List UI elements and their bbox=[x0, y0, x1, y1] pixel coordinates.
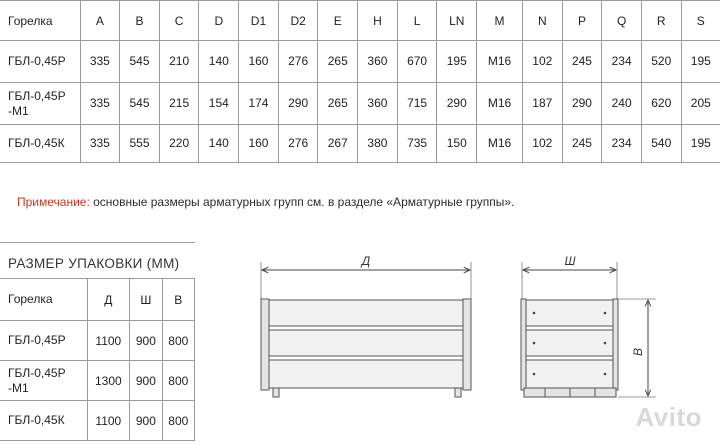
note-body: основные размеры арматурных групп см. в разделе «Арматурные группы». bbox=[89, 195, 515, 209]
table-cell: 670 bbox=[397, 41, 437, 83]
table-cell: 900 bbox=[130, 361, 162, 401]
table-cell: 234 bbox=[602, 125, 642, 163]
table-cell: 800 bbox=[162, 401, 194, 441]
table-cell: 265 bbox=[318, 83, 358, 125]
table-cell: 160 bbox=[239, 41, 279, 83]
length-label: Д bbox=[361, 254, 371, 268]
header-cell: D bbox=[199, 1, 239, 41]
header-cell: D2 bbox=[278, 1, 318, 41]
table-cell: 245 bbox=[562, 125, 602, 163]
header-cell: Ш bbox=[130, 279, 162, 321]
table-cell: 102 bbox=[522, 41, 562, 83]
table-cell: 245 bbox=[562, 41, 602, 83]
crate-side-view bbox=[521, 254, 656, 397]
table-cell: 520 bbox=[641, 41, 681, 83]
table-cell: 555 bbox=[120, 125, 160, 163]
table-cell: 195 bbox=[681, 125, 720, 163]
header-cell: A bbox=[80, 1, 120, 41]
table-cell: 360 bbox=[358, 83, 398, 125]
table-cell: 335 bbox=[80, 83, 120, 125]
header-cell: N bbox=[522, 1, 562, 41]
header-cell: C bbox=[159, 1, 199, 41]
table-cell: М16 bbox=[477, 41, 523, 83]
header-cell: R bbox=[641, 1, 681, 41]
header-cell: Горелка bbox=[0, 1, 80, 41]
table-cell: 102 bbox=[522, 125, 562, 163]
table-cell: 1100 bbox=[87, 401, 130, 441]
table-cell: 174 bbox=[239, 83, 279, 125]
header-cell: В bbox=[162, 279, 194, 321]
table-cell: 1300 bbox=[87, 361, 130, 401]
header-cell: B bbox=[120, 1, 160, 41]
table-cell: 140 bbox=[199, 41, 239, 83]
table-cell: 800 bbox=[162, 321, 194, 361]
crate-front-view bbox=[261, 254, 471, 397]
table-cell: 545 bbox=[120, 41, 160, 83]
table-cell: 215 bbox=[159, 83, 199, 125]
header-cell: P bbox=[562, 1, 602, 41]
header-cell: L bbox=[397, 1, 437, 41]
table-cell: 540 bbox=[641, 125, 681, 163]
table-cell: 1100 bbox=[87, 321, 130, 361]
table-cell: 276 bbox=[278, 125, 318, 163]
table-cell: 205 bbox=[681, 83, 720, 125]
table-cell: 335 bbox=[80, 41, 120, 83]
header-cell: Д bbox=[87, 279, 130, 321]
table-cell: 195 bbox=[437, 41, 477, 83]
burner-model-cell: ГБЛ-0,45Р -М1 bbox=[0, 83, 80, 125]
table-cell: 150 bbox=[437, 125, 477, 163]
table-cell: 276 bbox=[278, 41, 318, 83]
table-cell: 160 bbox=[239, 125, 279, 163]
table-cell: 210 bbox=[159, 41, 199, 83]
burner-model-cell: ГБЛ-0,45Р -М1 bbox=[0, 361, 87, 401]
table-cell: 620 bbox=[641, 83, 681, 125]
table-cell: 140 bbox=[199, 125, 239, 163]
table-cell: 240 bbox=[602, 83, 642, 125]
table-cell: 900 bbox=[130, 401, 162, 441]
table-cell: М16 bbox=[477, 83, 523, 125]
table-cell: 900 bbox=[130, 321, 162, 361]
table-cell: 220 bbox=[159, 125, 199, 163]
header-cell: LN bbox=[437, 1, 477, 41]
table-cell: 154 bbox=[199, 83, 239, 125]
header-cell: H bbox=[358, 1, 398, 41]
table-cell: 290 bbox=[278, 83, 318, 125]
table-cell: 290 bbox=[562, 83, 602, 125]
header-cell: S bbox=[681, 1, 720, 41]
table-cell: 234 bbox=[602, 41, 642, 83]
table-cell: 265 bbox=[318, 41, 358, 83]
header-cell: D1 bbox=[239, 1, 279, 41]
table-cell: 290 bbox=[437, 83, 477, 125]
table-cell: 800 bbox=[162, 361, 194, 401]
table-cell: 715 bbox=[397, 83, 437, 125]
table-cell: 267 bbox=[318, 125, 358, 163]
header-cell: M bbox=[477, 1, 523, 41]
table-cell: 735 bbox=[397, 125, 437, 163]
burner-model-cell: ГБЛ-0,45Р bbox=[0, 321, 87, 361]
table-cell: 545 bbox=[120, 83, 160, 125]
packaging-title: РАЗМЕР УПАКОВКИ (ММ) bbox=[8, 256, 180, 271]
note-label: Примечание: bbox=[17, 195, 90, 209]
burner-model-cell: ГБЛ-0,45К bbox=[0, 125, 80, 163]
table-cell: 335 bbox=[80, 125, 120, 163]
table-cell: М16 bbox=[477, 125, 523, 163]
width-label: Ш bbox=[564, 254, 576, 268]
burner-model-cell: ГБЛ-0,45Р bbox=[0, 41, 80, 83]
table-cell: 380 bbox=[358, 125, 398, 163]
header-cell: Горелка bbox=[0, 279, 87, 321]
height-label: В bbox=[631, 347, 645, 357]
table-cell: 195 bbox=[681, 41, 720, 83]
table-cell: 187 bbox=[522, 83, 562, 125]
burner-model-cell: ГБЛ-0,45К bbox=[0, 401, 87, 441]
header-cell: E bbox=[318, 1, 358, 41]
header-cell: Q bbox=[602, 1, 642, 41]
table-cell: 360 bbox=[358, 41, 398, 83]
avito-watermark: Avito bbox=[635, 402, 702, 432]
